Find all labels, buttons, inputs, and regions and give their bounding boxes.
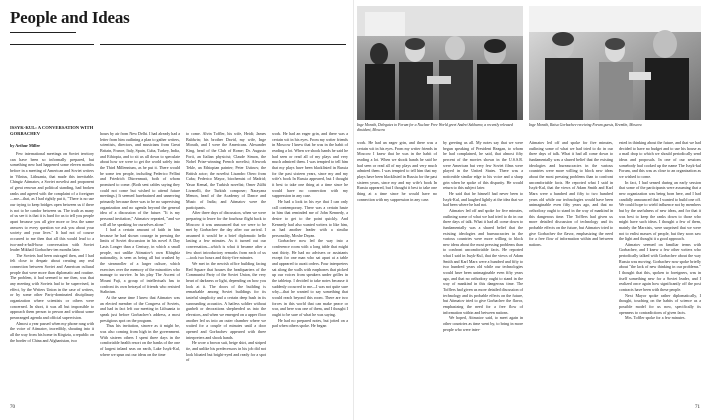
paragraph: work. He had an eager grin, and there was a certain wit in his eyes. From my writer friends in Moscow I knew that he was in the habit of reading a lot. When we shook hands he said he had seen or read all of my plays and very much admired them. I was tempted to tell him that my plays have been blacklisted in Russia for the past sixteen years, since my and my wife's book In Russia appeared, but I thought it best to take one thing at a time since he would have no connection with my suppression in any case. (272, 131, 348, 199)
paragraph: He said that he himself had never been to Issyk-Kul, and laughed lightly at the idea that we had been where he had not. (443, 190, 523, 208)
paragraph: Almost a year passed when my phone rang with the voice of Aitmatov, incredibly, shouting into it all the way from his home in Kirgizia, a republic on the border of China and Afghanistan, two (10, 320, 94, 343)
paragraph: Aitmatov led off and spoke for five minutes, outlining some of what we had tried to do in our three days of talk. What it had all come down to fundamentally was a shared belief that the existing ideologies and bureaucracies in the various countries were more willing to block new ideas about the most pressing problems than to confront uncomfortable facts. He reported what I said in Issyk-Kul, that the views of Adam Smith and Karl Marx were a hundred and fifty to two hundred years old while our technologies would have been unimaginable even fifty years ago, and that no orthodoxy ought to stand in the way of mankind in this dangerous time. The Tofflers had given us more detailed discussion of technology and its probable effects on the future, but Aitmatov tried to give Gorbachev the flavor, emphasizing the need for a free flow of information within and between nations. (443, 207, 523, 315)
photo-caption-2: Inge Morath, Raisa Gorbachev receiving Forum guests, Kremlin, Moscow (529, 123, 642, 127)
paragraph: Few international meetings on Soviet territory can have been so informally prepared, but something new had happened some eleven months before in a meeting of American and Soviet writers in Vilnius, Lithuania, that made this inevitable. Chingiz Aitmatov, a Soviet novelist and proponent of great renown and political standing, had broken ranks and agreed with the complaint of a foreigner—me—that, as I had rightly put it, "There is no use our trying to keep bridges open between us if there is not to be candor between us. The truth as many of us see it is that it is hard for us to tell you people apart because you all give more or less the same answers to every question we ask you about your society and your lives." It had not of course occurred to me then that all this would lead to a two-and-a-half-hour conversation with Soviet leader Mikhail Gorbachev ten months later. (10, 151, 94, 253)
section-title: People and Ideas (10, 8, 130, 27)
paragraph: I had a certain amount of faith in him because he had shown courage in pressing the limits of Soviet discussion in his novel A Day Lasts Longer than a Century, in which a small people, not unlike Aitmatov's own Khirghiz nationality, is seen as being all but crushed by the steamroller of a larger culture, which exercises over the memory of the minorities who manage to survive. In his play The Ascent of Mount Fuji, a group of intellectuals has to confront its own betrayal of friends who resisted Stalinism. (100, 227, 180, 295)
text-column-2 (100, 131, 180, 403)
article-headline: ISSYK-KUL: A CONVERSATION WITH GORBACHEV (10, 125, 94, 136)
paragraph: He had a look in his eye that I can only call contemporary. There was a certain haste in him that reminded me of John Kennedy, a desire to get to the point quickly. And Kennedy had also wanted writers to like him, as had another leader with a similar personality, Moshe Dayan. (272, 198, 348, 238)
column-rule-2 (100, 44, 346, 45)
text-column-6 (443, 140, 523, 403)
text-column-4 (272, 131, 348, 403)
text-column-8 (619, 140, 701, 403)
photo-raisa-gorbachev (529, 6, 701, 120)
paragraph: hours by air from New Delhi. I had already had a letter from him outlining a plan to gather writers, scientists, directors, and musicians from Great Britain, France, Italy, Spain, Cuba, Turkey, India, and Ethiopia, and to sit us all down to speculate about how we were to get the world safely into the Third Millennium, as he put it. There would be some ten people, including Federico Fellini and Friedrich Dürrenmatt, both of whom promised to come. (Both sent cables saying they could not come but wished to attend future meetings.) It seemed harebrained and unnerving primarily because there was to be no supervising organization and no agenda beyond the general idea of a discussion of the future. "It is my personal invitation," Aitmatov repeated, "and we will all be speaking for ourselves alone." (100, 131, 180, 227)
paragraph: We met in the newish office building facing Red Square that houses the headquarters of the Communist Party of the Soviet Union, the very heart of darkness or light, depending on how you look at it. The doors of the building is remarkable among Soviet buildings for its tasteful simplicity and a certain deep hush in its surrounding acoustics. A hatless soldier without gunbelt or decorations shepherded us into the elevators, and when we emerged on a upper floor another led us into an outer chamber where we waited for a couple of minutes until a door opened and Gorbachev appeared with three interpreters and shook hands. (186, 261, 266, 340)
photo-raisa-image (529, 6, 701, 120)
text-column-7 (529, 140, 613, 403)
page-number-left: 70 (10, 405, 15, 410)
paragraph: He wore a brown suit, beige shirt, and striped tie, and unlike his predecessors in his job did not look bloated but bright-eyed and ready for a spot of (186, 340, 266, 363)
paragraph: Next Mayor spoke rather diplomatically, I thought, touching on the habits of science as a possible model for us now, specifically its openness to contradictions of given facts. (619, 292, 701, 315)
paragraph: Aitmatov seemed on familiar terms with Gorbachev, and I knew a few other writers who periodically talked with Gorbachev about the way Russia was moving. Gorbachev now spoke briefly about "the lack of new thinking in our problems." I thought that this, spoken to foreigners, was in itself something new for a Soviet leader, and I realized once again how significantly off the post contracts have been with these people. (619, 241, 701, 293)
article-byline: by Arthur Miller (10, 143, 41, 148)
photo-sakharov-image (357, 6, 523, 120)
right-page (357, 0, 710, 420)
text-column-3 (186, 131, 266, 403)
paragraph: After three days of discussion, when we were preparing to leave for the fourhour flight back to Moscow it was announced that we were to be met by Gorbachev the day after our arrival. I assumed it would be a brief diplomatic hello lasting a few minutes. As it turned out our conversation—which is what it became after a few short introductory remarks from each of us—took two hours and thirty-five minutes. (186, 210, 266, 261)
paragraph: to come. Alvin Toffler, his wife, Heidi; James Baldwin; his brother David, my wife, Inge Morath, and I were the Americans. Alexander King, head of the Club of Rome; Dr. Augusto Forti, an Italian physicist; Claude Simon, the Nobel Prize-winning French novelist; Afework Tekle, an Ethiopian painter; Peter Ustinov, the British actor; the novelist Lisandro Otero from Cuba; Federico Mayor, biochemist of Madrid; Yasar Kemal, the Turkish novelist; Omer Zülfü Livanelli, the Turkish composer; Narayana Menon, head of the Academy of Dance and Music of India; and Aitmatov were the participants. (186, 131, 266, 210)
paragraph: Gorbachev now led the way into a conference room with a long table that might seat thirty. He had no advisers or assistants except for one man who sat apart at a table and appeared to await orders. Four interpreters sat along the walls with earphones that picked up our voices from speakers under grilles in the tabletop. I decided to take notes because it suddenly occurred to me—I was not quite sure why—that he wanted to say something that would reach beyond this room. There are two forces in this world that can make peace or war, and here was one of them, and I thought I ought to be sure of what he was saying. (272, 238, 348, 317)
page-gutter (353, 0, 354, 420)
left-page (0, 0, 352, 420)
paragraph: Thus his invitation, sincere as it might be, was also coming from high in the government. With sixteen others I spent three days in the comfortable health resort on the banks of the one of largest inland seas on earth, Lake Issyk-Kul, where we spun out our ideas on the time (100, 323, 180, 357)
paragraph: ested in thinking about the future, and that we had decided to have no budget and to use his house as a mail drop to which we should periodically send ideas and proposals. In one of our sessions somebody had cooked up the name The Issyk-kul Forum, and this was as close to an organization as we wished to come. (619, 140, 701, 179)
title-rule (10, 32, 76, 33)
paragraph: At the same time I knew that Aitmatov was an elected member of the Congress of Soviets, and had in fact left our meeting in Lithuania to speak just before Gorbachev's address, a most prestigious spot on the program. (100, 295, 180, 323)
paragraph: work. He had an eager grin, and there was a certain wit in his eyes. From my writer friends in Moscow I knew that he was in the habit of reading a lot. When we shook hands he said he had seen or read all of my plays and very much admired them. I was tempted to tell him that my plays have been blacklisted in Russia for the past sixteen years, since my and my wife's book In Russia appeared, but I thought it best to take one thing at a time since he would have no connection with my suppression in any case. (357, 140, 437, 202)
paragraph: by greeting us all. My notes say that we were begun speaking of President Reagan, to whom he had complained, he said, that almost fifty percent of the movies shown in the U.S.S.R. were American but very few Soviet films were played in the United States. There was a noticeable similar edge to his voice and a sharp grin when he spoke of this disparity. He would return to this subject later. (443, 140, 523, 191)
paragraph: Mrs. Toffler spoke for a few minutes. (625, 315, 686, 321)
photo-sakharov-greeting (357, 6, 523, 120)
text-column-5 (357, 140, 437, 403)
paragraph: Aitmatov led off and spoke for five minutes, outlining some of what we had tried to do in our three days of talk. What it had all come down to fundamentally was a shared belief that the existing ideologies and bureaucracies in the various countries were more willing to block new ideas about the most pressing problems than to confront uncomfortable facts. He reported what I said in Issyk-Kul, that the views of Adam Smith and Karl Marx were a hundred and fifty to two hundred years old while our technologies would have been unimaginable even fifty years ago, and that no orthodoxy ought to stand in the way of mankind in this dangerous time. The Tofflers had given us more detailed discussion of technology and its probable effects on the future, but Aitmatov tried to give Gorbachev the flavor, emphasizing the need for a free flow of information within and between nations. (529, 140, 613, 247)
text-column-1 (10, 151, 94, 403)
paragraph: We hoped, Aitmatov said, to meet again in other countries as time went by, to bring in more people who were inter- (443, 315, 523, 332)
page-number-right: 71 (695, 405, 700, 410)
photo-caption-1: Inge Morath, Delegates to Forum for a Nuclear Free World greet Andrei Sakharov, a recently released dissident, Moscow (357, 123, 513, 132)
column-rule-1 (10, 44, 94, 45)
paragraph: He had no prepared notes, but jotted on a pad when others spoke. He began (272, 317, 348, 329)
paragraph: In fact, I had sensed during an early session that some of the participants were assuming that a new organization was being born here, and I had candidly announced that I wanted to build one off. We could hope to wield influence not by members but by the usefulness of new ideas, and for that it was best to keep the ranks down to those who might have such ideas. I thought a few of them, mainly the Marxists, were surprised that we were not to enlist masses of people, but they soon saw the light and thought it a good approach. (619, 179, 701, 242)
paragraph: The Soviets had been outraged then, and I had felt close to despair about creating any real connection between Soviet and American cultural people that were more than diplomatic and routine. The problem, it had seemed to me then, was that any meeting with Soviets had to be supervised, in effect, by the Writers Union in the case of writers, or by some other Party-dominated disciplinary organization where scientists or others were concerned. In short, it was all but impossible to approach them person to person and without some prearranged agenda and official supervision. (10, 252, 94, 321)
